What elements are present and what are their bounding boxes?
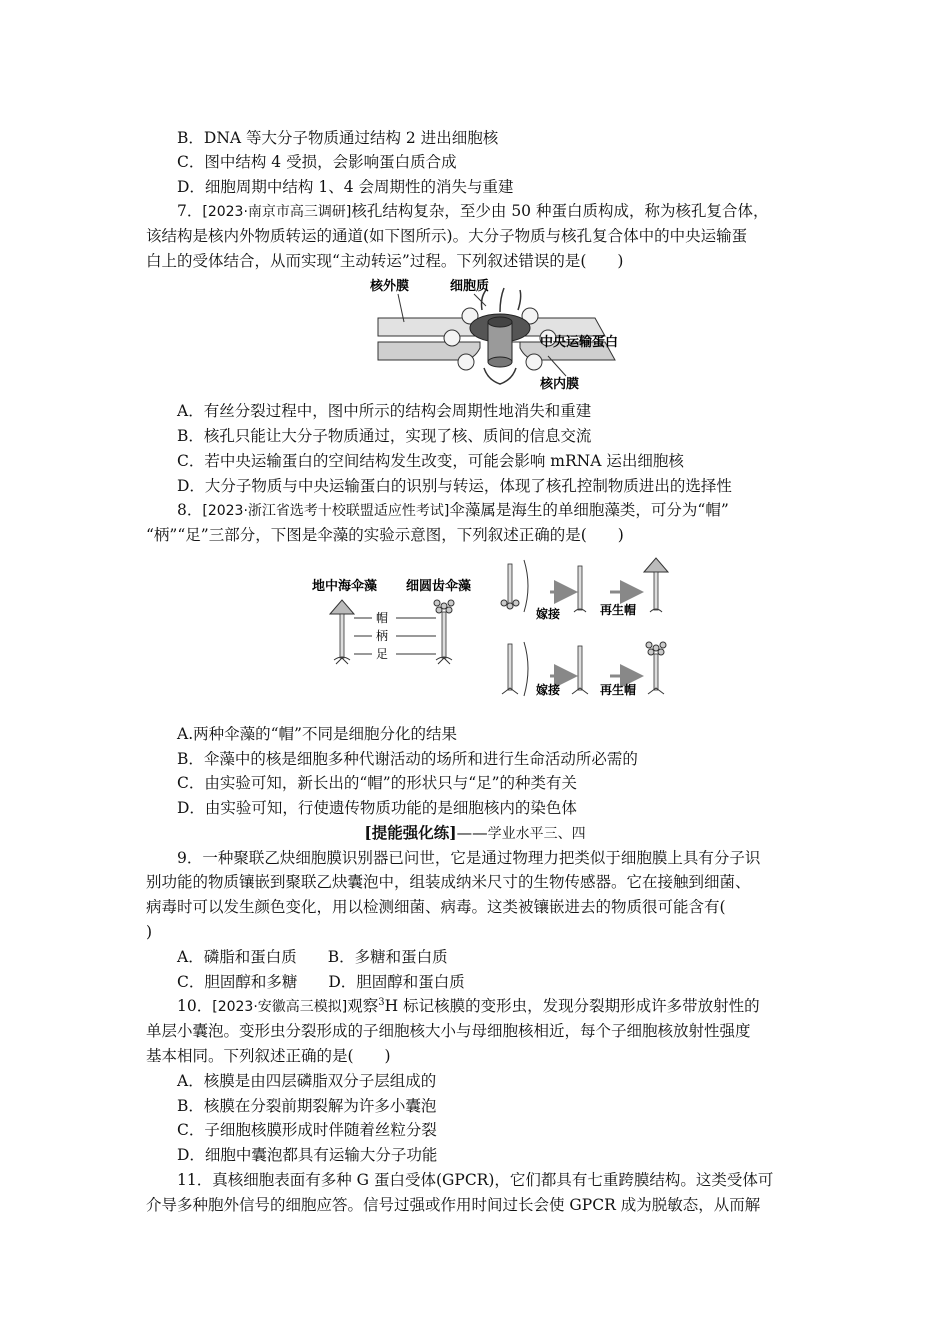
q10-option-b: B．核膜在分裂前期裂解为许多小囊泡 [177, 1097, 437, 1115]
crenulata-alga [434, 600, 454, 664]
q7-option-b: B．核孔只能让大分子物质通过，实现了核、质间的信息交流 [177, 427, 592, 445]
q10-stem-text-1a: 观察 [347, 997, 379, 1015]
q10-stem-line-2: 单层小囊泡。变形虫分裂形成的子细胞核大小与母细胞核相近，每个子细胞核放射性强度 [146, 1022, 751, 1040]
q8-option-b: B．伞藻中的核是细胞多种代谢活动的场所和进行生命活动所必需的 [177, 750, 638, 768]
label-stalk: 柄 [376, 629, 389, 643]
q7-option-c: C．若中央运输蛋白的空间结构发生改变，可能会影响 mRNA 运出细胞核 [177, 452, 684, 470]
q8-option-d: D．由实验可知，行使遗传物质功能的是细胞核内的染色体 [177, 799, 577, 817]
q8-option-c: C．由实验可知，新长出的“帽”的形状只与“足”的种类有关 [177, 774, 578, 792]
label-mediterranea: 地中海伞藻 [312, 579, 378, 594]
q7-stem-line-1 [177, 199, 768, 224]
q7-option-a: A．有丝分裂过程中，图中所示的结构会周期性地消失和重建 [177, 402, 592, 420]
q8-stem-line-1 [177, 498, 729, 523]
q9-stem-line-2: 别功能的物质镶嵌到聚联乙炔囊泡中，组装成纳米尺寸的生物传感器。它在接触到细菌、 [146, 873, 751, 891]
graft-experiment-1 [501, 558, 668, 621]
section-header [0, 821, 950, 846]
section-dash: —— [456, 824, 488, 842]
q8-source: [2023·浙江省选考十校联盟适应性考试] [202, 503, 450, 519]
mediterranea-alga [330, 600, 354, 664]
label-graft-2: 嫁接 [536, 683, 561, 697]
label-outer-membrane: 核外膜 [370, 279, 410, 294]
section-title: [提能强化练] [364, 823, 457, 842]
q10-stem-line-3: 基本相同。下列叙述正确的是( ) [146, 1047, 391, 1065]
section-level: 学业水平三、四 [487, 826, 586, 842]
q8-option-a: A.两种伞藻的“帽”不同是细胞分化的结果 [177, 725, 457, 743]
label-graft-1: 嫁接 [536, 607, 561, 621]
q10-option-a: A．核膜是由四层磷脂双分子层组成的 [177, 1072, 437, 1090]
q11-stem-line-2: 介导多种胞外信号的细胞应答。信号过强或作用时间过长会使 GPCR 成为脱敏态，从而解 [146, 1196, 761, 1214]
label-central-transport-protein: 中央运输蛋白 [540, 335, 619, 350]
label-foot: 足 [376, 647, 389, 661]
q8-number: 8． [177, 501, 203, 519]
label-cap: 帽 [376, 611, 389, 625]
q8-stem-line-2: “柄”“足”三部分，下图是伞藻的实验示意图，下列叙述正确的是( ) [146, 526, 624, 544]
q6-option-b: B．DNA 等大分子物质通过结构 2 进出细胞核 [177, 129, 499, 147]
label-cytoplasm: 细胞质 [450, 279, 490, 294]
q10-stem-line-1 [177, 994, 760, 1019]
q6-option-c: C．图中结构 4 受损，会影响蛋白质合成 [177, 153, 457, 171]
label-regen-cap-1: 再生帽 [600, 603, 637, 617]
q7-option-d: D．大分子物质与中央运输蛋白的识别与转运，体现了核孔控制物质进出的选择性 [177, 477, 732, 495]
q10-source: [2023·安徽高三模拟] [212, 999, 348, 1015]
q7-stem-line-2: 该结构是核内外物质转运的通道(如下图所示)。大分子物质与核孔复合体中的中央运输蛋 [146, 227, 748, 245]
q7-stem-text-1: 核孔结构复杂，至少由 50 种蛋白质构成，称为核孔复合体， [351, 202, 769, 220]
q9-stem-line-3: 病毒时可以发生颜色变化，用以检测细菌、病毒。这类被镶嵌进去的物质很可能含有( [146, 898, 726, 916]
q9-stem-line-4: ) [146, 923, 153, 941]
q6-option-d: D．细胞周期中结构 1、4 会周期性的消失与重建 [177, 178, 514, 196]
q9-options-cd: C．胆固醇和多糖 D．胆固醇和蛋白质 [177, 973, 465, 991]
q10-number: 10． [177, 997, 213, 1015]
graft-experiment-2 [502, 642, 666, 697]
q10-stem-text-1b: H 标记核膜的变形虫，发现分裂期形成许多带放射性的 [384, 997, 760, 1015]
q7-source: [2023·南京市高三调研] [202, 204, 352, 220]
q10-superscript: 3 [378, 996, 385, 1008]
q11-stem-line-1: 11．真核细胞表面有多种 G 蛋白受体(GPCR)，它们都具有七重跨膜结构。这类受体可 [177, 1171, 774, 1189]
label-regen-cap-2: 再生帽 [600, 683, 637, 697]
q10-option-c: C．子细胞核膜形成时伴随着丝粒分裂 [177, 1121, 437, 1139]
label-crenulata: 细圆齿伞藻 [406, 579, 472, 594]
q8-stem-text-1: 伞藻属是海生的单细胞藻类，可分为“帽” [449, 501, 729, 519]
label-inner-membrane: 核内膜 [540, 377, 580, 392]
acetabularia-figure [310, 556, 680, 716]
q7-stem-line-3: 白上的受体结合，从而实现“主动转运”过程。下列叙述错误的是( ) [146, 252, 624, 270]
q7-number: 7． [177, 202, 203, 220]
nuclear-pore-figure [370, 276, 650, 394]
q10-option-d: D．细胞中囊泡都具有运输大分子功能 [177, 1146, 438, 1164]
q9-options-ab: A．磷脂和蛋白质 B．多糖和蛋白质 [177, 948, 448, 966]
q9-stem-line-1: 9．一种聚联乙炔细胞膜识别器已问世，它是通过物理力把类似于细胞膜上具有分子识 [177, 849, 761, 867]
